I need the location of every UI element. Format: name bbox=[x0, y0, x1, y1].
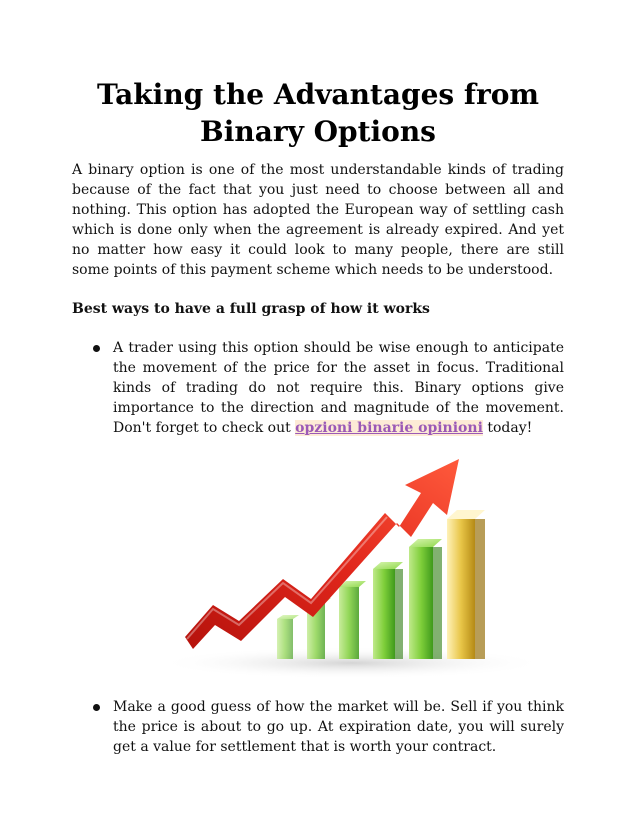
bullet-item-2 bbox=[72, 697, 564, 757]
bullet-list-2 bbox=[72, 697, 564, 757]
rising-arrow-icon bbox=[147, 441, 542, 685]
bullet-item-1 bbox=[72, 338, 564, 438]
section-heading: Best ways to have a full grasp of how it works bbox=[72, 301, 430, 317]
opzioni-link[interactable]: opzioni binarie opinioni bbox=[295, 420, 483, 436]
intro-paragraph: A binary option is one of the most understandable kinds of trading because of the fact that you just need to choose between all and nothing. This option has adopted the European way of settling cash which is done only when the agreement is already expired. And yet no matter how easy it could look to many people, there are still some points of this payment scheme which needs to be understood. bbox=[72, 162, 564, 278]
document-page bbox=[72, 76, 564, 757]
bullet-list-1 bbox=[72, 338, 564, 438]
bar-5 bbox=[409, 539, 442, 659]
bullet-dot-icon bbox=[93, 704, 100, 711]
bar-4 bbox=[373, 562, 403, 659]
bullet-1-after: today! bbox=[482, 420, 533, 436]
title-line-1: Taking the Advantages from bbox=[96, 78, 540, 111]
bullet-dot-icon bbox=[93, 345, 100, 352]
title-line-2: Binary Options bbox=[200, 115, 436, 148]
bullet-2-text: Make a good guess of how the market will be. Sell if you think the price is about to go up. At expiration date, you will surely get a value for settlement that is worth your contract. bbox=[113, 699, 564, 755]
bar-6 bbox=[447, 510, 485, 659]
document-title bbox=[72, 76, 564, 150]
growth-chart-image bbox=[72, 441, 564, 685]
bullet-1-text: A trader using this option should be wise enough to anticipate the movement of the price for the asset in focus. Traditional kinds of trading do not require this. Binary options give importance to the direction and magnitude of the movement. Don't forget to check out bbox=[113, 340, 564, 436]
